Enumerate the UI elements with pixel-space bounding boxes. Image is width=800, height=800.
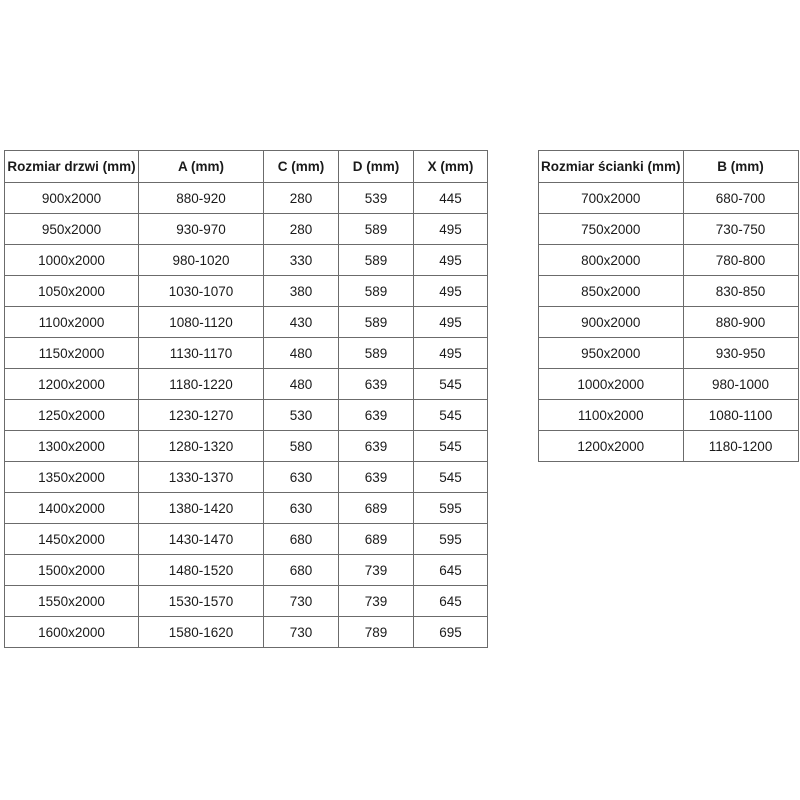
data-cell: 545 (414, 431, 488, 462)
data-cell: 689 (339, 524, 414, 555)
data-cell: 430 (264, 307, 339, 338)
data-cell: 1030-1070 (139, 276, 264, 307)
table-row (539, 369, 799, 400)
data-cell: 980-1000 (683, 369, 798, 400)
data-cell: 900x2000 (539, 307, 684, 338)
table-row (539, 431, 799, 462)
data-cell: 639 (339, 400, 414, 431)
data-cell: 330 (264, 245, 339, 276)
data-cell: 1230-1270 (139, 400, 264, 431)
data-cell: 739 (339, 586, 414, 617)
data-cell: 480 (264, 369, 339, 400)
table-row (5, 617, 488, 648)
table-row (5, 493, 488, 524)
data-cell: 530 (264, 400, 339, 431)
header-cell: D (mm) (339, 151, 414, 183)
data-cell: 930-950 (683, 338, 798, 369)
data-cell: 680-700 (683, 183, 798, 214)
data-cell: 580 (264, 431, 339, 462)
data-cell: 739 (339, 555, 414, 586)
data-cell: 1450x2000 (5, 524, 139, 555)
data-cell: 950x2000 (539, 338, 684, 369)
data-cell: 780-800 (683, 245, 798, 276)
data-cell: 1080-1120 (139, 307, 264, 338)
data-cell: 1130-1170 (139, 338, 264, 369)
data-cell: 1350x2000 (5, 462, 139, 493)
data-cell: 1550x2000 (5, 586, 139, 617)
data-cell: 645 (414, 586, 488, 617)
data-cell: 680 (264, 555, 339, 586)
data-cell: 545 (414, 400, 488, 431)
data-cell: 495 (414, 338, 488, 369)
table-row (5, 276, 488, 307)
data-cell: 980-1020 (139, 245, 264, 276)
data-cell: 280 (264, 214, 339, 245)
data-cell: 1330-1370 (139, 462, 264, 493)
table-row (539, 307, 799, 338)
data-cell: 1000x2000 (5, 245, 139, 276)
data-cell: 1500x2000 (5, 555, 139, 586)
data-cell: 380 (264, 276, 339, 307)
data-cell: 645 (414, 555, 488, 586)
table-row (5, 431, 488, 462)
data-cell: 589 (339, 214, 414, 245)
header-cell: X (mm) (414, 151, 488, 183)
door-sizes-table (4, 150, 488, 648)
data-cell: 700x2000 (539, 183, 684, 214)
table-row (5, 369, 488, 400)
wall-sizes-table (538, 150, 799, 462)
data-cell: 630 (264, 493, 339, 524)
data-cell: 595 (414, 493, 488, 524)
data-cell: 595 (414, 524, 488, 555)
data-cell: 545 (414, 462, 488, 493)
data-cell: 495 (414, 214, 488, 245)
table-row (5, 462, 488, 493)
data-cell: 1380-1420 (139, 493, 264, 524)
data-cell: 639 (339, 369, 414, 400)
data-cell: 280 (264, 183, 339, 214)
header-cell: Rozmiar drzwi (mm) (5, 151, 139, 183)
data-cell: 495 (414, 276, 488, 307)
data-cell: 730 (264, 586, 339, 617)
data-cell: 830-850 (683, 276, 798, 307)
data-cell: 1530-1570 (139, 586, 264, 617)
header-row (5, 151, 488, 183)
data-cell: 1400x2000 (5, 493, 139, 524)
data-cell: 800x2000 (539, 245, 684, 276)
table-row (5, 245, 488, 276)
data-cell: 545 (414, 369, 488, 400)
data-cell: 1100x2000 (5, 307, 139, 338)
data-cell: 880-900 (683, 307, 798, 338)
data-cell: 680 (264, 524, 339, 555)
header-cell: C (mm) (264, 151, 339, 183)
data-cell: 689 (339, 493, 414, 524)
data-cell: 480 (264, 338, 339, 369)
header-row (539, 151, 799, 183)
table-row (5, 183, 488, 214)
data-cell: 900x2000 (5, 183, 139, 214)
data-cell: 1000x2000 (539, 369, 684, 400)
data-cell: 850x2000 (539, 276, 684, 307)
data-cell: 1050x2000 (5, 276, 139, 307)
data-cell: 589 (339, 307, 414, 338)
data-cell: 1300x2000 (5, 431, 139, 462)
data-cell: 789 (339, 617, 414, 648)
data-cell: 1280-1320 (139, 431, 264, 462)
data-cell: 445 (414, 183, 488, 214)
table-row (5, 307, 488, 338)
table-row (5, 400, 488, 431)
table-row (539, 214, 799, 245)
data-cell: 950x2000 (5, 214, 139, 245)
header-cell: Rozmiar ścianki (mm) (539, 151, 684, 183)
data-cell: 589 (339, 276, 414, 307)
data-cell: 880-920 (139, 183, 264, 214)
data-cell: 750x2000 (539, 214, 684, 245)
data-cell: 1080-1100 (683, 400, 798, 431)
table-row (5, 214, 488, 245)
data-cell: 639 (339, 431, 414, 462)
data-cell: 1250x2000 (5, 400, 139, 431)
table-row (539, 276, 799, 307)
data-cell: 1600x2000 (5, 617, 139, 648)
data-cell: 730-750 (683, 214, 798, 245)
table-row (5, 524, 488, 555)
data-cell: 730 (264, 617, 339, 648)
table-row (539, 245, 799, 276)
data-cell: 539 (339, 183, 414, 214)
table-row (539, 338, 799, 369)
data-cell: 1180-1220 (139, 369, 264, 400)
data-cell: 589 (339, 338, 414, 369)
table-row (5, 555, 488, 586)
data-cell: 1580-1620 (139, 617, 264, 648)
data-cell: 1480-1520 (139, 555, 264, 586)
data-cell: 695 (414, 617, 488, 648)
table-row (5, 586, 488, 617)
data-cell: 930-970 (139, 214, 264, 245)
data-cell: 495 (414, 245, 488, 276)
table-row (5, 338, 488, 369)
header-cell: A (mm) (139, 151, 264, 183)
data-cell: 589 (339, 245, 414, 276)
data-cell: 1150x2000 (5, 338, 139, 369)
table-row (539, 400, 799, 431)
data-cell: 630 (264, 462, 339, 493)
data-cell: 495 (414, 307, 488, 338)
data-cell: 1200x2000 (5, 369, 139, 400)
data-cell: 1100x2000 (539, 400, 684, 431)
data-cell: 1430-1470 (139, 524, 264, 555)
data-cell: 1180-1200 (683, 431, 798, 462)
header-cell: B (mm) (683, 151, 798, 183)
table-row (539, 183, 799, 214)
data-cell: 1200x2000 (539, 431, 684, 462)
data-cell: 639 (339, 462, 414, 493)
